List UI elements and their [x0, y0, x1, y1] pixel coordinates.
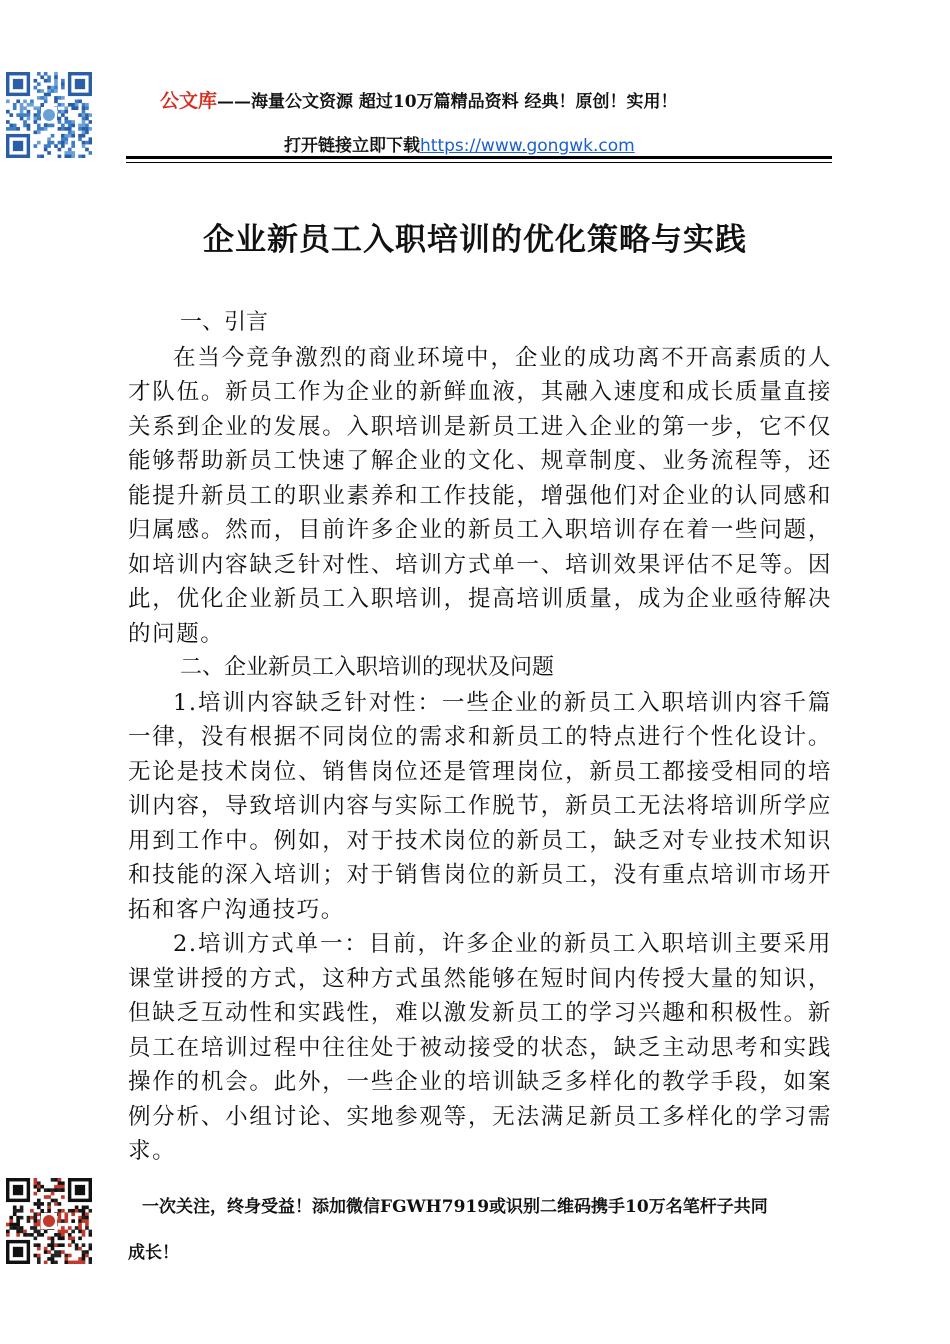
- document-body: [128, 306, 832, 1169]
- footer-promo: 一次关注，终身受益！添加微信FGWH7919或识别二维码携手10万名笔杆子共同: [142, 1197, 768, 1217]
- paragraph: 1.培训内容缺乏针对性：一些企业的新员工入职培训内容千篇一律，没有根据不同岗位的需求和新员工的特点进行个性化设计。无论是技术岗位、销售岗位还是管理岗位，新员工都接受相同的培训内容，导致培训内容与实际工作脱节，新员工无法将培训所学应用到工作中。例如，对于技术岗位的新员工，缺乏对专业技术知识和技能的深入培训；对于销售岗位的新员工，没有重点培训市场开拓和客户沟通技巧。: [128, 689, 832, 923]
- section-heading: 一、引言: [180, 310, 269, 335]
- tagline-text: ——海量公文资源 超过10万篇精品资料 经典！原创！实用！: [217, 92, 678, 112]
- download-prefix: 打开链接立即下载: [284, 136, 420, 156]
- brand-name: 公文库: [160, 90, 218, 112]
- paragraph: 在当今竞争激烈的商业环境中，企业的成功离不开高素质的人才队伍。新员工作为企业的新鲜血液，其融入速度和成长质量直接关系到企业的发展。入职培训是新员工进入企业的第一步，它不仅能够帮助新员工快速了解企业的文化、规章制度、业务流程等，还能提升新员工的职业素养和工作技能，增强他们对企业的认同感和归属感。然而，目前许多企业的新员工入职培训存在着一些问题，如培训内容缺乏针对性、培训方式单一、培训效果评估不足等。因此，优化企业新员工入职培训，提高培训质量，成为企业亟待解决的问题。: [128, 344, 832, 647]
- paragraph: 2.培训方式单一：目前，许多企业的新员工入职培训主要采用课堂讲授的方式，这种方式虽然能够在短时间内传授大量的知识，但缺乏互动性和实践性，难以激发新员工的学习兴趣和积极性。新员工在培训过程中往往处于被动接受的状态，缺乏主动思考和实践操作的机会。此外，一些企业的培训缺乏多样化的教学手段，如案例分析、小组讨论、实地参观等，无法满足新员工多样化的学习需求。: [128, 931, 832, 1164]
- footer-promo-cont: 成长！: [128, 1243, 179, 1263]
- section-heading: 二、企业新员工入职培训的现状及问题: [180, 655, 555, 680]
- header-divider: [126, 156, 832, 159]
- header-tagline: [160, 86, 678, 113]
- document-title: 企业新员工入职培训的优化策略与实践: [203, 222, 747, 258]
- qr-code-icon: [6, 72, 92, 158]
- download-line: [284, 131, 635, 156]
- header-divider-thin: [126, 162, 832, 163]
- qr-code-icon: [6, 1178, 92, 1264]
- download-link[interactable]: https://www.gongwk.com: [420, 136, 635, 156]
